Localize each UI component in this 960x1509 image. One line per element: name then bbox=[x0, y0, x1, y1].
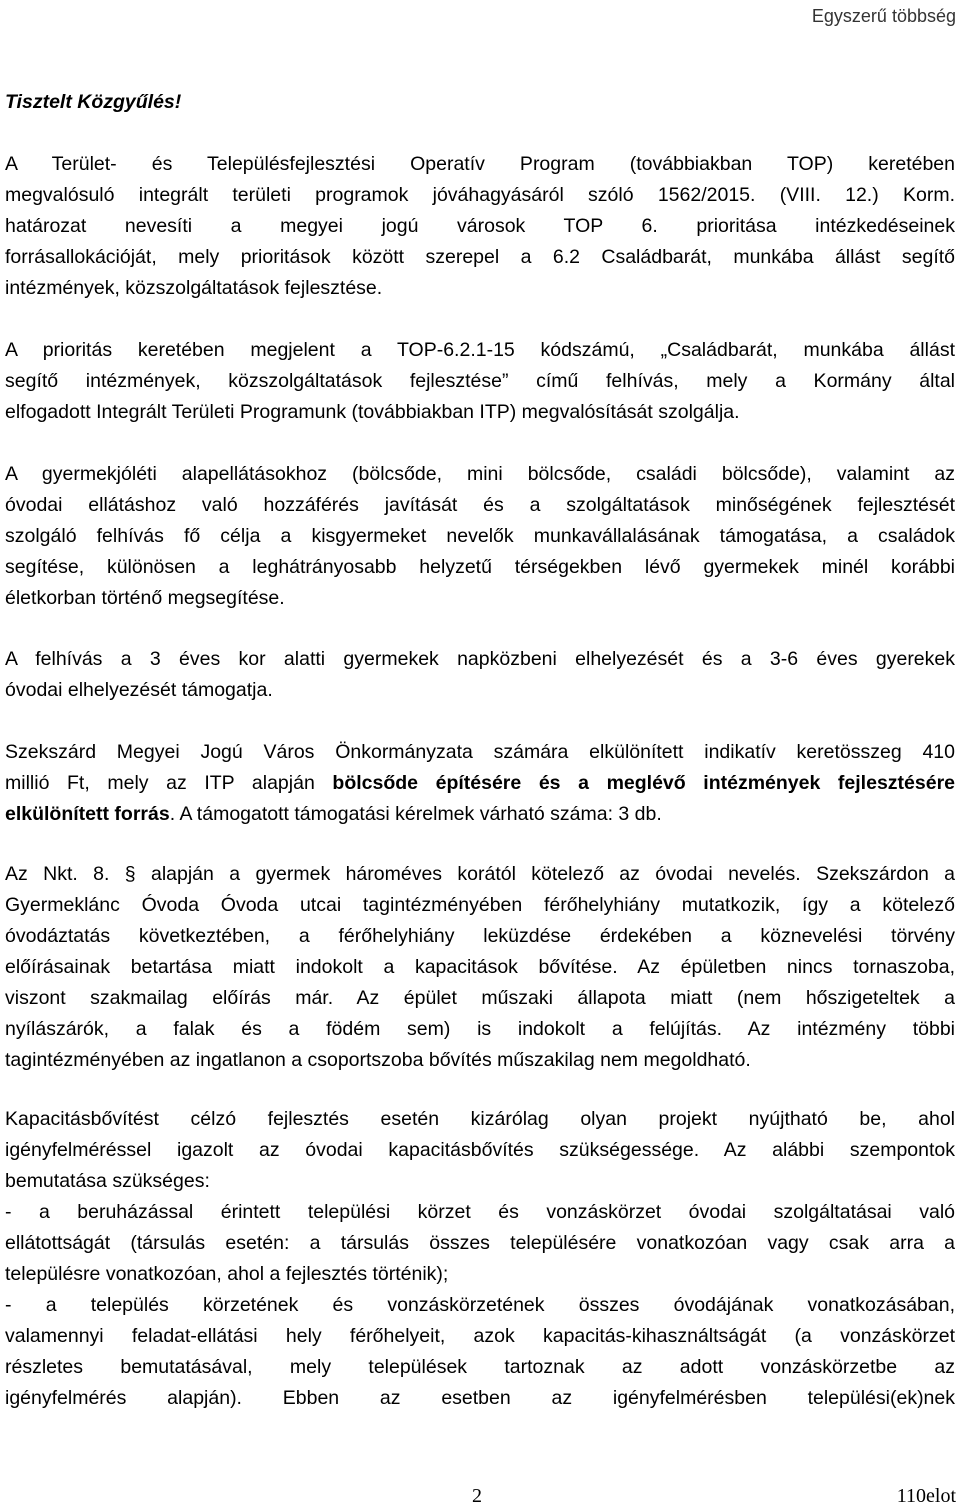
document-type-label: Egyszerű többség bbox=[811, 6, 956, 26]
text-line: igényfelméréssel igazolt az óvodai kapacitásbővítés szükségessége. Az alábbi szempontok bbox=[5, 1139, 955, 1161]
text-line: A felhívás a 3 éves kor alatti gyermekek napközbeni elhelyezését és a 3-6 éves gyerekek bbox=[5, 648, 955, 670]
text-line: szolgáló felhívás fő célja a kisgyermeket nevelők munkavállalásának támogatása, a családok bbox=[5, 525, 955, 547]
text-line: óvodai elhelyezését támogatja. bbox=[5, 679, 273, 701]
text-line: - a beruházással érintett települési körzet és vonzáskörzet óvodai szolgáltatásai való bbox=[5, 1201, 955, 1223]
document-code: 110elot bbox=[896, 1485, 956, 1507]
text-line: forrásallokációját, mely prioritások között szerepel a 6.2 Családbarát, munkába állást segítő bbox=[5, 246, 955, 268]
page-number: 2 bbox=[472, 1485, 482, 1507]
text-line: Az Nkt. 8. § alapján a gyermek hároméves korától kötelező az óvodai nevelés. Szekszárdon a bbox=[5, 863, 955, 885]
paragraph-top-program bbox=[5, 149, 955, 304]
text-line: A prioritás keretében megjelent a TOP-6.2.1-15 kódszámú, „Családbarát, munkába állást bbox=[5, 339, 955, 361]
paragraph-childcare-goals bbox=[5, 459, 955, 614]
text-line: előírásainak betartása miatt indokolt a kapacitások bővítése. Az épületben nincs tornaszoba, bbox=[5, 956, 955, 978]
paragraph-support-scope bbox=[5, 644, 955, 706]
text-line: Szekszárd Megyei Jogú Város Önkormányzata számára elkülönített indikatív keretösszeg 410 bbox=[5, 741, 955, 763]
text-segment: . A támogatott támogatási kérelmek várható száma: 3 db. bbox=[169, 803, 662, 825]
text-line: ellátottságát (társulás esetén: a társulás összes településére vonatkozóan vagy csak arra a bbox=[5, 1232, 955, 1254]
text-line: nyílászárók, a falak és a födém sem) is indokolt a felújítás. Az intézmény többi bbox=[5, 1018, 955, 1040]
text-line: tagintézményében az ingatlanon a csoportszoba bővítés műszakilag nem megoldható. bbox=[5, 1049, 751, 1071]
paragraph-call-announcement bbox=[5, 335, 955, 428]
paragraph-budget-allocation bbox=[5, 737, 955, 830]
text-line: intézmények, közszolgáltatások fejlesztése. bbox=[5, 277, 383, 299]
text-line: Kapacitásbővítést célzó fejlesztés esetén kizárólag olyan projekt nyújtható be, ahol bbox=[5, 1108, 955, 1130]
text-line: életkorban történő megsegítése. bbox=[5, 587, 285, 609]
text-line: viszont szakmailag előírás már. Az épület műszaki állapota miatt (nem hőszigeteltek a bbox=[5, 987, 955, 1009]
text-segment: millió Ft, mely az ITP alapján bbox=[5, 772, 333, 794]
text-line bbox=[5, 768, 955, 799]
text-line: - a település körzetének és vonzáskörzetének összes óvodájának vonatkozásában, bbox=[5, 1294, 955, 1316]
paragraph-kindergarten-need bbox=[5, 859, 955, 1076]
text-line: Gyermeklánc Óvoda Óvoda utcai tagintézményében férőhelyhiány mutatkozik, így a kötelező bbox=[5, 894, 955, 916]
text-line bbox=[5, 799, 955, 830]
text-line: valamennyi feladat-ellátási hely férőhelyeit, azok kapacitás-kihasználtságát (a vonzáskörzet bbox=[5, 1325, 955, 1347]
text-line: településre vonatkozóan, ahol a fejlesztés történik); bbox=[5, 1263, 449, 1285]
text-line: megvalósuló integrált területi programok jóváhagyásáról szóló 1562/2015. (VIII. 12.) Korm. bbox=[5, 184, 955, 206]
text-line: igényfelmérés alapján). Ebben az esetben az igényfelmérésben települési(ek)nek bbox=[5, 1387, 955, 1409]
text-line: A gyermekjóléti alapellátásokhoz (bölcsőde, mini bölcsőde, családi bölcsőde), valamint az bbox=[5, 463, 955, 485]
text-line: segítő intézmények, közszolgáltatások fejlesztése” című felhívás, mely a Kormány által bbox=[5, 370, 955, 392]
text-line: határozat nevesíti a megyei jogú városok TOP 6. prioritása intézkedéseinek bbox=[5, 215, 955, 237]
text-line: részletes bemutatásával, mely települések tartoznak az adott vonzáskörzetbe az bbox=[5, 1356, 955, 1378]
paragraph-capacity-requirements bbox=[5, 1104, 955, 1414]
salutation: Tisztelt Közgyűlés! bbox=[5, 91, 182, 113]
text-line: segítése, különösen a leghátrányosabb helyzetű térségekben lévő gyermekek minél korábbi bbox=[5, 556, 955, 578]
bold-text-segment: bölcsőde építésére és a meglévő intézmények fejlesztésére bbox=[332, 772, 956, 794]
text-line: bemutatása szükséges: bbox=[5, 1170, 210, 1192]
text-line: elfogadott Integrált Területi Programunk (továbbiakban ITP) megvalósítását szolgálja. bbox=[5, 401, 740, 423]
text-line: óvodai ellátáshoz való hozzáférés javítását és a szolgáltatások minőségének fejlesztését bbox=[5, 494, 955, 516]
text-line: A Terület- és Településfejlesztési Operatív Program (továbbiakban TOP) keretében bbox=[5, 153, 955, 175]
text-line: óvodáztatás következtében, a férőhelyhiány leküzdése érdekében a köznevelési törvény bbox=[5, 925, 955, 947]
bold-text-segment: elkülönített forrás bbox=[5, 803, 170, 825]
